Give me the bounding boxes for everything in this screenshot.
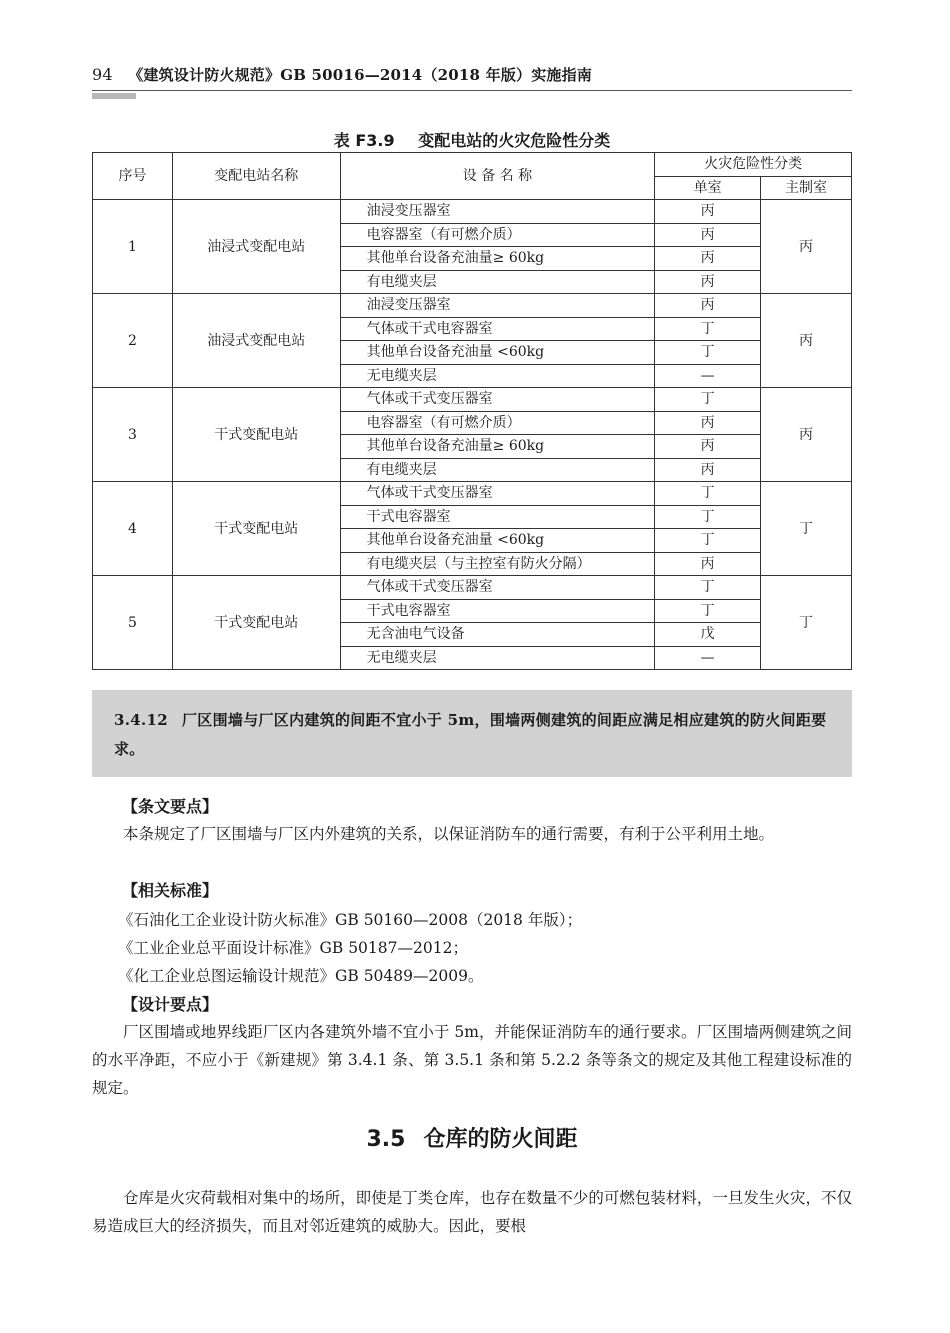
cell-single: 丙 [655,411,761,435]
table-row [93,388,852,412]
cell-main-control: 丙 [761,388,852,482]
cell-station: 干式变配电站 [172,388,340,482]
running-header [92,64,852,85]
key-points-heading: 【条文要点】 [122,797,219,816]
related-standard-item: 《工业企业总平面设计标准》GB 50187—2012； [118,939,468,957]
header-risk: 火灾危险性分类 [655,153,852,177]
cell-equipment: 有电缆夹层（与主控室有防火分隔） [340,552,655,576]
page-number: 94 [92,65,113,84]
cell-station: 油浸式变配电站 [172,294,340,388]
key-points-text: 本条规定了厂区围墙与厂区内外建筑的关系，以保证消防车的通行需要，有利于公平利用土地。 [123,825,775,843]
cell-equipment: 油浸变压器室 [340,200,655,224]
related-standard-item: 《化工企业总图运输设计规范》GB 50489—2009。 [118,967,484,985]
cell-single: 丁 [655,599,761,623]
cell-equipment: 其他单台设备充油量≥ 60kg [340,247,655,271]
cell-single: — [655,364,761,388]
rule-number: 3.4.12 [114,711,168,729]
cell-seq: 4 [93,482,173,576]
cell-equipment: 干式电容器室 [340,505,655,529]
cell-equipment: 气体或干式变压器室 [340,388,655,412]
section-title: 仓库的防火间距 [423,1127,578,1152]
table-row [93,482,852,506]
rule-text: 厂区围墙与厂区内建筑的间距不宜小于 5m，围墙两侧建筑的间距应满足相应建筑的防火间距要求。 [114,711,827,758]
cell-single: 丙 [655,294,761,318]
cell-equipment: 电容器室（有可燃介质） [340,223,655,247]
cell-equipment: 油浸变压器室 [340,294,655,318]
book-title: 《建筑设计防火规范》GB 50016—2014（2018 年版）实施指南 [128,66,593,84]
header-decoration [92,93,136,99]
cell-equipment: 有电缆夹层 [340,270,655,294]
cell-single: — [655,646,761,670]
cell-equipment: 其他单台设备充油量 <60kg [340,529,655,553]
cell-seq: 5 [93,576,173,670]
cell-main-control: 丙 [761,294,852,388]
cell-single: 丙 [655,435,761,459]
cell-single: 丁 [655,529,761,553]
cell-equipment: 干式电容器室 [340,599,655,623]
section-body-text: 仓库是火灾荷载相对集中的场所，即使是丁类仓库，也存在数量不少的可燃包装材料，一旦发生火灾，不仅易造成巨大的经济损失，而且对邻近建筑的威胁大。因此，要根 [92,1189,852,1235]
cell-equipment: 气体或干式变压器室 [340,482,655,506]
cell-single: 戊 [655,623,761,647]
cell-station: 干式变配电站 [172,482,340,576]
cell-equipment: 其他单台设备充油量 <60kg [340,341,655,365]
section-number: 3.5 [366,1127,406,1152]
cell-single: 丙 [655,270,761,294]
cell-equipment: 气体或干式电容器室 [340,317,655,341]
rule-clause [114,706,834,764]
design-points-heading: 【设计要点】 [122,995,219,1014]
cell-equipment: 无电缆夹层 [340,646,655,670]
table-row [93,200,852,224]
cell-station: 油浸式变配电站 [172,200,340,294]
cell-equipment: 电容器室（有可燃介质） [340,411,655,435]
cell-seq: 2 [93,294,173,388]
cell-single: 丁 [655,317,761,341]
cell-equipment: 气体或干式变压器室 [340,576,655,600]
table-row [93,294,852,318]
rule-clause-box [92,690,852,777]
cell-single: 丙 [655,247,761,271]
header-rule [92,90,852,91]
cell-single: 丁 [655,482,761,506]
table-caption-number: 表 F3.9 [333,131,395,150]
cell-single: 丙 [655,552,761,576]
cell-station: 干式变配电站 [172,576,340,670]
cell-equipment: 无电缆夹层 [340,364,655,388]
header-station: 变配电站名称 [172,153,340,200]
cell-main-control: 丙 [761,200,852,294]
table-caption [92,128,852,151]
cell-equipment: 有电缆夹层 [340,458,655,482]
cell-equipment: 其他单台设备充油量≥ 60kg [340,435,655,459]
cell-seq: 1 [93,200,173,294]
cell-equipment: 无含油电气设备 [340,623,655,647]
table-caption-title: 变配电站的火灾危险性分类 [418,131,611,150]
header-equipment: 设 备 名 称 [340,153,655,200]
table-row [93,576,852,600]
cell-single: 丁 [655,341,761,365]
cell-single: 丁 [655,505,761,529]
related-standard-item: 《石油化工企业设计防火标准》GB 50160—2008（2018 年版）； [118,911,583,929]
related-standards-heading: 【相关标准】 [122,881,219,900]
cell-single: 丙 [655,223,761,247]
cell-single: 丁 [655,576,761,600]
cell-seq: 3 [93,388,173,482]
cell-single: 丁 [655,388,761,412]
header-main-control: 主制室 [761,176,852,200]
header-single-room: 单室 [655,176,761,200]
cell-single: 丙 [655,458,761,482]
section-heading [92,1122,852,1153]
design-points-text: 厂区围墙或地界线距厂区内各建筑外墙不宜小于 5m，并能保证消防车的通行要求。厂区围墙两侧建筑之间的水平净距，不应小于《新建规》第 3.4.1 条、第 3.5.1 条和第 5.2.2 条等条文的规定及其他工程建设标准的规定。 [92,1023,852,1097]
header-seq: 序号 [93,153,173,200]
risk-classification-table [92,152,852,670]
cell-main-control: 丁 [761,576,852,670]
cell-main-control: 丁 [761,482,852,576]
cell-single: 丙 [655,200,761,224]
